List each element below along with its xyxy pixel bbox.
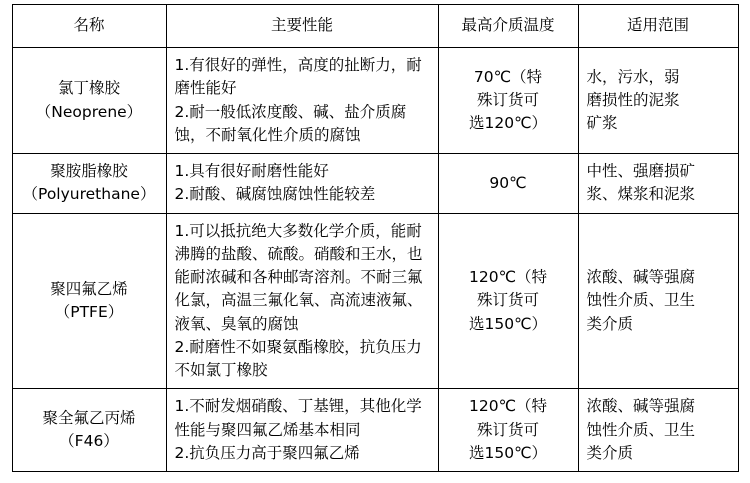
table-header-row [12,5,738,48]
cell-material-name [12,48,166,154]
cell-application-scope [578,213,738,389]
scope-line: 中性、强磨损矿 [586,162,696,180]
material-spec-table [12,4,739,472]
performance-item: 1.具有很好耐磨性能好 [174,162,329,180]
scope-line: 水，污水，弱 [586,67,680,86]
table-row [12,154,738,214]
cell-material-name [12,389,166,472]
table-row [12,389,738,472]
material-name-en: （Neoprene） [35,102,143,121]
scope-line: 浆、煤浆和泥浆 [586,185,696,204]
temperature-line: 120℃（特 [469,268,547,286]
table-row [12,213,738,389]
column-header-max-temperature: 最高介质温度 [438,5,578,48]
cell-performance [166,154,438,214]
column-header-application-scope: 适用范围 [578,5,738,48]
cell-max-temperature [438,48,578,154]
scope-line: 浓酸、碱等强腐 [586,397,696,416]
cell-application-scope [578,154,738,214]
material-name-en: （F46） [59,432,119,451]
temperature-line: 殊订货可 [476,291,539,310]
performance-item: 1.有很好的弹性，高度的扯断力，耐磨性能好 [174,56,422,98]
temperature-line: 选150℃） [469,443,547,462]
cell-max-temperature [438,389,578,472]
column-header-performance: 主要性能 [166,5,438,48]
scope-line: 类介质 [586,443,634,462]
temperature-line: 90℃ [489,173,527,192]
table-row [12,48,738,154]
cell-performance [166,48,438,154]
cell-material-name [12,213,166,389]
cell-material-name [12,154,166,214]
material-name-en: （Polyurethane） [22,185,156,204]
temperature-line: 殊订货可 [476,90,539,109]
temperature-line: 选150℃） [469,314,547,333]
performance-item: 2.耐酸、碱腐蚀腐蚀性能较差 [174,185,376,204]
scope-line: 蚀性介质、卫生 [586,291,696,310]
material-name-en: （PTFE） [54,302,124,321]
temperature-line: 70℃（特 [473,67,543,86]
temperature-line: 选120℃） [469,114,547,133]
material-name-cn: 聚四氟乙烯 [50,279,128,298]
material-name-cn: 聚全氟乙丙烯 [42,408,136,427]
temperature-line: 殊订货可 [476,420,539,439]
cell-application-scope [578,389,738,472]
performance-item: 1.不耐发烟硝酸、丁基锂，其他化学性能与聚四氟乙烯基本相同 [174,397,422,439]
performance-item: 2.抗负压力高于聚四氟乙烯 [174,443,360,462]
cell-performance [166,389,438,472]
scope-line: 矿浆 [586,114,618,133]
scope-line: 浓酸、碱等强腐 [586,268,696,286]
scope-line: 磨损性的泥浆 [586,90,680,109]
cell-application-scope [578,48,738,154]
cell-max-temperature [438,154,578,214]
cell-performance [166,213,438,389]
table-header [12,5,738,48]
cell-max-temperature [438,213,578,389]
scope-line: 蚀性介质、卫生 [586,420,696,439]
column-header-name: 名称 [12,5,166,48]
temperature-line: 120℃（特 [469,397,547,416]
performance-item: 2.耐一般低浓度酸、碱、盐介质腐蚀，不耐氧化性介质的腐蚀 [174,102,407,144]
table-body [12,48,738,472]
material-name-cn: 氯丁橡胶 [57,79,120,98]
performance-item: 1.可以抵抗绝大多数化学介质，能耐沸腾的盐酸、硫酸。硝酸和王水，也能耐浓碱和各种邮寄溶剂。不耐三氟化氯，高温三氟化氧、高流速液氟、液氧、臭氧的腐蚀 [174,221,423,333]
scope-line: 类介质 [586,314,634,333]
performance-item: 2.耐磨性不如聚氨酯橡胶，抗负压力不如氯丁橡胶 [174,337,422,379]
material-name-cn: 聚胺脂橡胶 [50,162,128,180]
